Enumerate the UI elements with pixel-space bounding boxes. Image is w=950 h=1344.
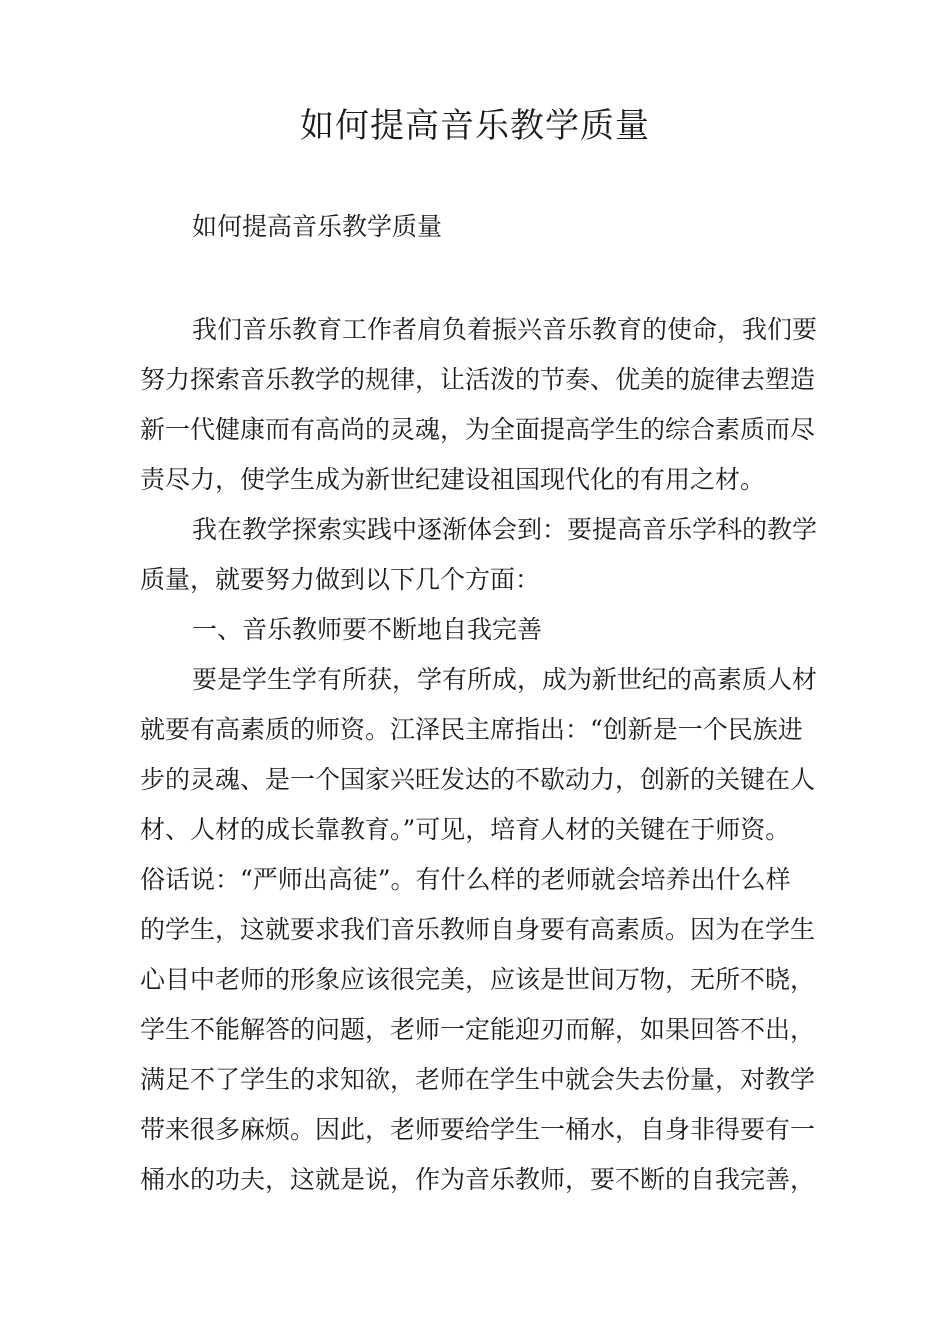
text-line: 带来很多麻烦。因此，老师要给学生一桶水，自身非得要有一 <box>140 1115 816 1144</box>
paragraph-teacher <box>140 655 840 1205</box>
text-line: 质量，就要努力做到以下几个方面： <box>140 565 541 594</box>
text-line: 桶水的功夫，这就是说，作为音乐教师，要不断的自我完善， <box>140 1165 816 1194</box>
paragraph-experience <box>140 505 840 605</box>
text-line: 俗话说：“严师出高徒”。有什么样的老师就会培养出什么样 <box>140 865 791 894</box>
text-line: 要是学生学有所获，学有所成，成为新世纪的高素质人材 <box>192 665 818 694</box>
text-line: 新一代健康而有高尚的灵魂，为全面提高学生的综合素质而尽 <box>140 415 816 444</box>
text-line: 材、人材的成长靠教育。”可见，培育人材的关键在于师资。 <box>140 815 791 844</box>
text-line: 我在教学探索实践中逐渐体会到：要提高音乐学科的教学 <box>192 515 818 544</box>
text-line: 一、音乐教师要不断地自我完善 <box>192 615 543 644</box>
document-body <box>140 305 840 1205</box>
text-line: 学生不能解答的问题，老师一定能迎刃而解，如果回答不出， <box>140 1015 816 1044</box>
text-line: 心目中老师的形象应该很完美，应该是世间万物，无所不晓， <box>140 965 816 994</box>
document-subtitle: 如何提高音乐教学质量 <box>192 212 443 241</box>
document-title: 如何提高音乐教学质量 <box>300 106 650 146</box>
text-line: 满足不了学生的求知欲，老师在学生中就会失去份量，对教学 <box>140 1065 816 1094</box>
text-line: 我们音乐教育工作者肩负着振兴音乐教育的使命，我们要 <box>192 315 818 344</box>
text-line: 责尽力，使学生成为新世纪建设祖国现代化的有用之材。 <box>140 465 766 494</box>
section-heading-1 <box>140 605 840 655</box>
paragraph-intro <box>140 305 840 505</box>
text-line: 努力探索音乐教学的规律，让活泼的节奏、优美的旋律去塑造 <box>140 365 816 394</box>
text-line: 的学生，这就要求我们音乐教师自身要有高素质。因为在学生 <box>140 915 816 944</box>
text-line: 步的灵魂、是一个国家兴旺发达的不歇动力，创新的关键在人 <box>140 765 816 794</box>
text-line: 就要有高素质的师资。江泽民主席指出：“创新是一个民族进 <box>140 715 803 744</box>
